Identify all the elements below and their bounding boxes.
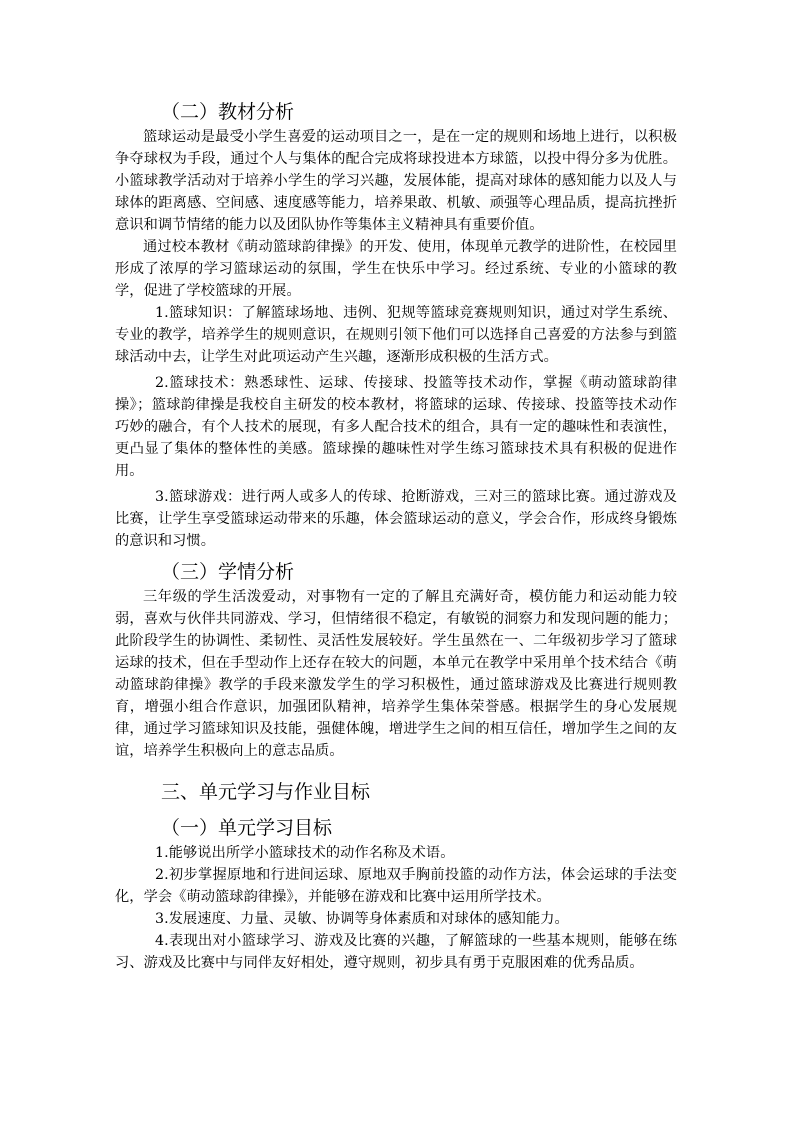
goal-item-1: 1.能够说出所学小篮球技术的动作名称及术语。 (155, 845, 455, 861)
goal-item-2: 2.初步掌握原地和行进间运球、原地双手胸前投篮的动作方法，体会运球的手法变化，学会《萌动篮球韵律操》，并能够在游戏和比赛中运用所学技术。 (115, 867, 677, 905)
paragraph-basketball-intro: 篮球运动是最受小学生喜爱的运动项目之一，是在一定的规则和场地上进行，以积极争夺球权为手段，通过个人与集体的配合完成将球投进本方球篮，以投中得分多为优胜。小篮球教学活动对于培养小学生的学习兴趣，发展体能，提高对球体的感知能力以及人与球体的距离感、空间感、速度感等能力，培养果敢、机敏、顽强等心理品质，提高抗挫折意识和调节情绪的能力以及团队协作等集体主义精神具有重要价值。 (115, 129, 677, 233)
section-heading-textbook-analysis: （二）教材分析 (161, 101, 295, 123)
paragraph-school-textbook: 通过校本教材《萌动篮球韵律操》的开发、使用，体现单元教学的进阶性，在校园里形成了浓厚的学习篮球运动的氛围，学生在快乐中学习。经过系统、专业的小篮球的教学，促进了学校篮球的开展。 (115, 239, 677, 299)
list-item-basketball-games: 3.篮球游戏：进行两人或多人的传球、抢断游戏，三对三的篮球比赛。通过游戏及比赛，让学生享受篮球运动带来的乐趣，体会篮球运动的意义，学会合作，形成终身锻炼的意识和习惯。 (115, 489, 677, 549)
chapter-heading-unit-goals: 三、单元学习与作业目标 (161, 781, 371, 803)
list-item-basketball-technique: 2.篮球技术：熟悉球性、运球、传接球、投篮等技术动作，掌握《萌动篮球韵律操》；篮球韵律操是我校自主研发的校本教材，将篮球的运球、传接球、投篮等技术动作巧妙的融合，有个人技术的展现，有多人配合技术的组合，具有一定的趣味性和表演性，更凸显了集体的整体性的美感。篮球操的趣味性对学生练习篮球技术具有积极的促进作用。 (115, 375, 677, 479)
paragraph-student-analysis: 三年级的学生活泼爱动，对事物有一定的了解且充满好奇，模仿能力和运动能力较弱，喜欢与伙伴共同游戏、学习，但情绪很不稳定，有敏锐的洞察力和发现问题的能力；此阶段学生的协调性、柔韧性、灵活性发展较好。学生虽然在一、二年级初步学习了篮球运球的技术，但在手型动作上还存在较大的问题，本单元在教学中采用单个技术结合《萌动篮球韵律操》教学的手段来激发学生的学习积极性，通过篮球游戏及比赛进行规则教育，增强小组合作意识，加强团队精神，培养学生集体荣誉感。根据学生的身心发展规律，通过学习篮球知识及技能，强健体魄，增进学生之间的相互信任，增加学生之间的友谊，培养学生积极向上的意志品质。 (115, 589, 677, 759)
goal-item-3: 3.发展速度、力量、灵敏、协调等身体素质和对球体的感知能力。 (155, 911, 569, 927)
list-item-basketball-knowledge: 1.篮球知识：了解篮球场地、违例、犯规等篮球竞赛规则知识，通过对学生系统、专业的教学，培养学生的规则意识，在规则引领下他们可以选择自己喜爱的方法参与到篮球活动中去，让学生对此项运动产生兴趣，逐渐形成积极的生活方式。 (115, 305, 677, 365)
document-body (115, 98, 677, 974)
goal-item-4: 4.表现出对小篮球学习、游戏及比赛的兴趣，了解篮球的一些基本规则，能够在练习、游戏及比赛中与同伴友好相处，遵守规则，初步具有勇于克服困难的优秀品质。 (115, 933, 677, 971)
section-heading-learning-goals: （一）单元学习目标 (161, 817, 333, 839)
section-heading-student-analysis: （三）学情分析 (161, 561, 295, 583)
